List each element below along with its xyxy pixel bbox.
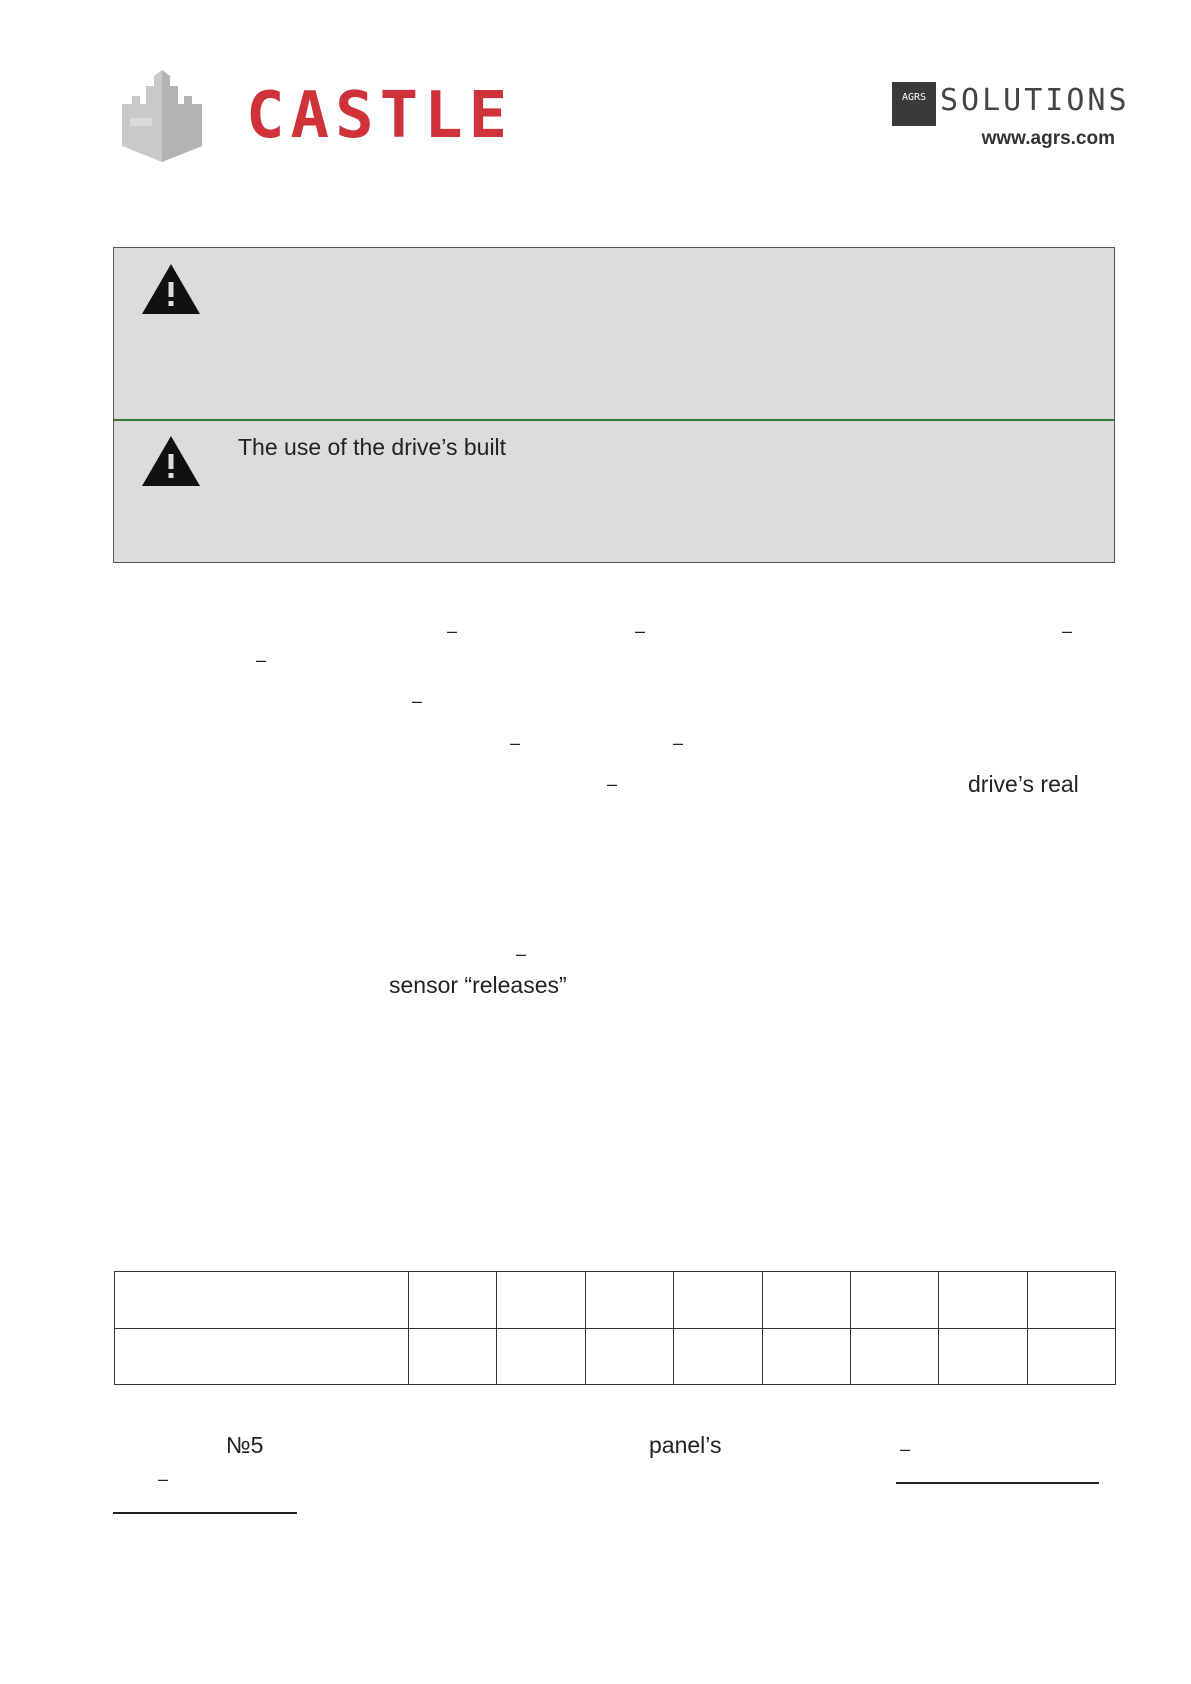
partner-logo-icon: AGRS: [892, 82, 936, 126]
warning-icon: [140, 262, 202, 316]
table-cell: [1027, 1272, 1115, 1329]
table-cell: [939, 1272, 1027, 1329]
dash-glyph: –: [607, 774, 618, 794]
table-cell: [497, 1328, 585, 1385]
data-table: [114, 1271, 1116, 1385]
text-fragment: drive’s real: [968, 771, 1079, 797]
warning-icon: [140, 434, 202, 488]
table-cell: [585, 1272, 673, 1329]
table-cell: [762, 1272, 850, 1329]
table-cell: [409, 1272, 497, 1329]
table-cell: [115, 1272, 409, 1329]
text-fragment: panel’s: [649, 1432, 722, 1458]
text-fragment: sensor “releases”: [389, 972, 567, 998]
partner-name: SOLUTIONS: [940, 83, 1130, 118]
warning-panel: [113, 247, 1115, 563]
table-cell: [850, 1272, 938, 1329]
warning-text: The use of the drive’s built: [238, 434, 507, 460]
underline-rule: [896, 1482, 1099, 1484]
table-row: [115, 1328, 1116, 1385]
dash-glyph: –: [256, 650, 267, 670]
table-cell: [1027, 1328, 1115, 1385]
table-cell: [585, 1328, 673, 1385]
dash-glyph: –: [412, 691, 423, 711]
website-link[interactable]: www.agrs.com: [981, 128, 1115, 149]
dash-glyph: –: [1062, 621, 1073, 641]
dash-glyph: –: [900, 1439, 911, 1459]
text-fragment: №5: [226, 1432, 264, 1458]
table-cell: [762, 1328, 850, 1385]
dash-glyph: –: [516, 944, 527, 964]
dash-glyph: –: [635, 621, 646, 641]
warning-divider: [114, 419, 1114, 421]
table-cell: [674, 1328, 762, 1385]
table-cell: [674, 1272, 762, 1329]
table-row: [115, 1272, 1116, 1329]
table-cell: [850, 1328, 938, 1385]
table-cell: [939, 1328, 1027, 1385]
dash-glyph: –: [447, 621, 458, 641]
dash-glyph: –: [673, 733, 684, 753]
table-cell: [115, 1328, 409, 1385]
castle-logo-icon: [112, 66, 212, 162]
dash-glyph: –: [158, 1469, 169, 1489]
table-cell: [409, 1328, 497, 1385]
dash-glyph: –: [510, 733, 521, 753]
underline-rule: [113, 1512, 297, 1514]
table-cell: [497, 1272, 585, 1329]
brand-name: CASTLE: [246, 79, 514, 153]
